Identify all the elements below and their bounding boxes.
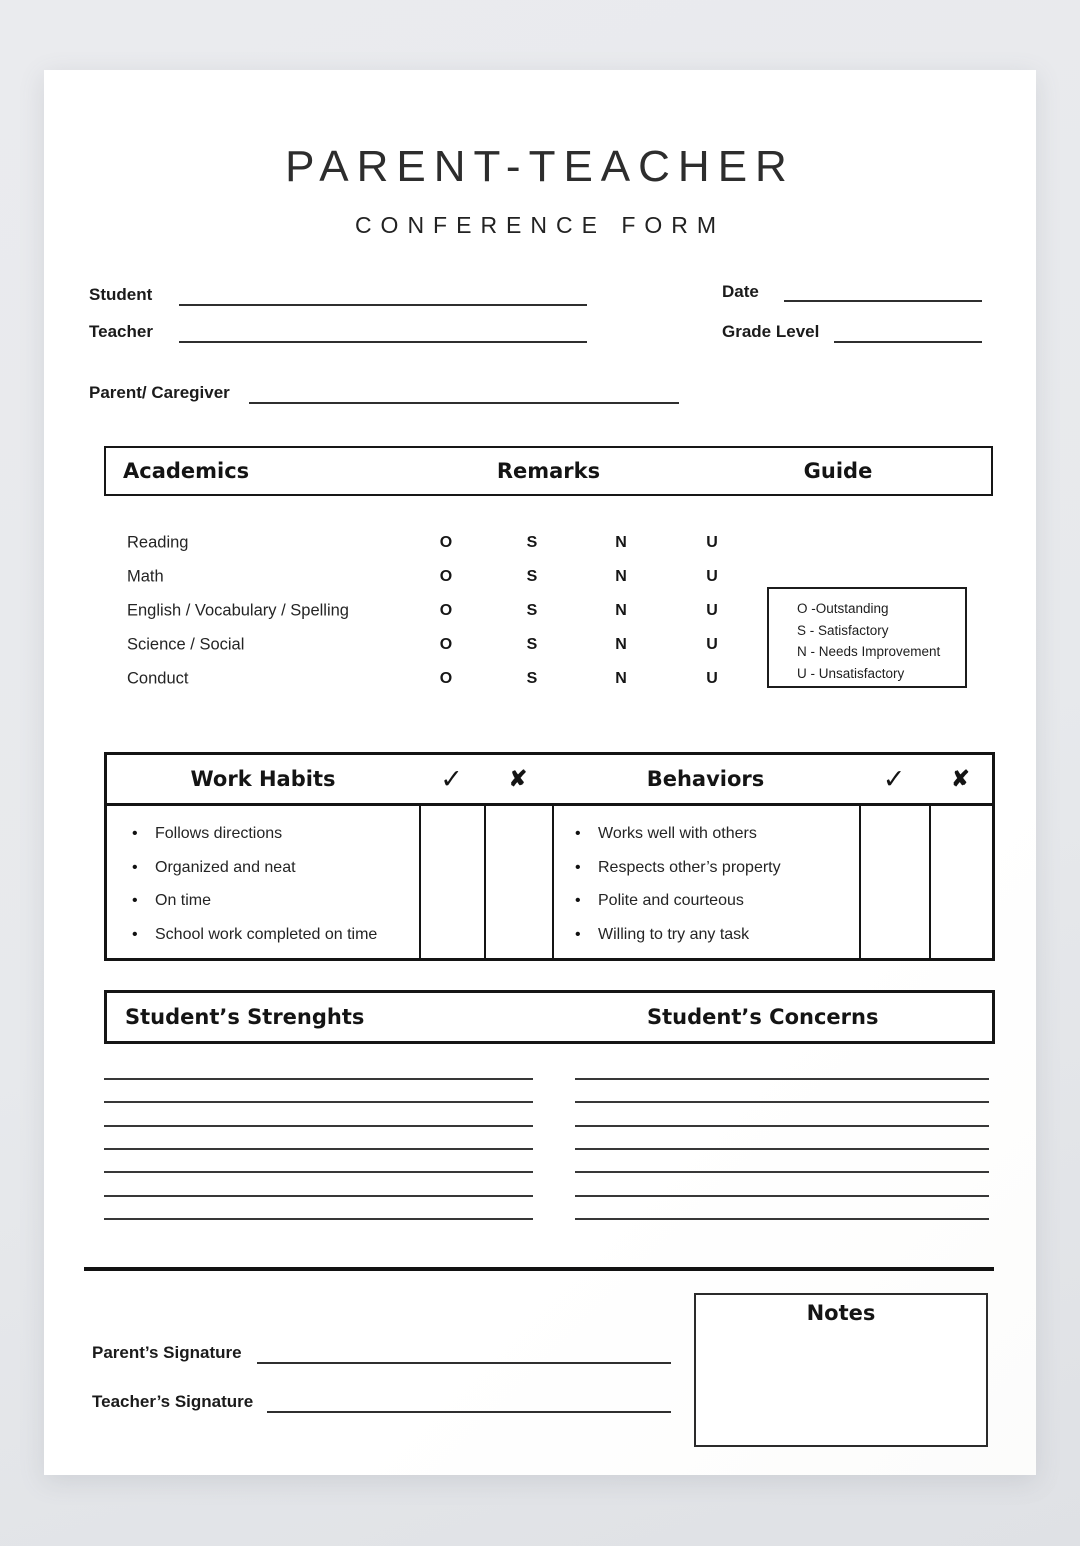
bullet-icon: • (575, 892, 581, 909)
student-label: Student (89, 285, 153, 304)
remark-option-N[interactable]: N (615, 636, 627, 653)
remark-option-U[interactable]: U (706, 636, 718, 653)
concerns-writing-line[interactable] (575, 1195, 989, 1197)
behavior-item (575, 817, 857, 851)
behavior-item (575, 884, 857, 918)
work-habit-item (132, 817, 417, 851)
remark-option-S[interactable]: S (526, 636, 538, 653)
subject-label: English / Vocabulary / Spelling (127, 601, 349, 620)
remarks-guide-box (767, 587, 967, 688)
work-habit-item (132, 918, 417, 952)
work-habits-title: Work Habits (190, 767, 336, 791)
work-habit-item-label: On time (155, 892, 212, 909)
check-icon: ✓ (882, 764, 906, 794)
strengths-writing-line[interactable] (104, 1125, 533, 1127)
bullet-icon: • (132, 925, 138, 943)
parent-caregiver-label: Parent/ Caregiver (89, 383, 230, 402)
teacher-label: Teacher (89, 322, 153, 341)
behavior-item (575, 918, 857, 952)
subject-label: Conduct (127, 669, 189, 688)
table-divider (552, 806, 554, 958)
remark-option-S[interactable]: S (526, 534, 538, 551)
guide-item: O -Outstanding (797, 601, 889, 616)
grade-level-input-line[interactable] (834, 341, 982, 343)
notes-title: Notes (806, 1301, 876, 1325)
conference-form-page (44, 70, 1036, 1475)
remark-option-N[interactable]: N (615, 568, 627, 585)
date-input-line[interactable] (784, 300, 982, 302)
behaviors-list (575, 817, 857, 951)
date-label: Date (722, 282, 759, 301)
parent-signature-label: Parent’s Signature (92, 1343, 242, 1362)
teacher-input-line[interactable] (179, 341, 587, 343)
check-icon: ✓ (440, 764, 463, 794)
student-strengths-title: Student’s Strenghts (125, 1005, 365, 1029)
student-input-line[interactable] (179, 304, 587, 306)
teacher-signature-line[interactable] (267, 1411, 671, 1413)
strengths-writing-line[interactable] (104, 1171, 533, 1173)
remark-option-S[interactable]: S (526, 670, 538, 687)
remark-option-U[interactable]: U (706, 534, 718, 551)
remarks-title: Remarks (496, 459, 601, 483)
form-title: PARENT-TEACHER (285, 142, 795, 191)
remark-option-U[interactable]: U (706, 568, 718, 585)
strengths-writing-line[interactable] (104, 1101, 533, 1103)
bullet-icon: • (575, 825, 581, 842)
grade-level-label: Grade Level (722, 322, 820, 341)
behavior-item-label: Polite and courteous (598, 892, 744, 909)
behavior-item-label: Works well with others (598, 825, 757, 842)
work-habit-item (132, 884, 417, 918)
strengths-writing-line[interactable] (104, 1078, 533, 1080)
student-concerns-title: Student’s Concerns (647, 1005, 879, 1029)
guide-item: N - Needs Improvement (797, 644, 941, 659)
remark-option-S[interactable]: S (526, 568, 538, 585)
strengths-concerns-header-box (104, 990, 995, 1044)
strengths-writing-line[interactable] (104, 1148, 533, 1150)
remark-option-O[interactable]: O (439, 636, 453, 653)
work-habit-item-label: Organized and neat (155, 858, 296, 876)
concerns-writing-line[interactable] (575, 1101, 989, 1103)
behaviors-title: Behaviors (646, 767, 765, 791)
bullet-icon: • (575, 858, 581, 876)
notes-box[interactable] (694, 1293, 988, 1447)
remark-option-O[interactable]: O (439, 602, 453, 619)
cross-icon: ✘ (951, 766, 970, 791)
subject-label: Reading (127, 533, 189, 552)
work-habit-item (132, 851, 417, 885)
behavior-item (575, 851, 857, 885)
concerns-writing-line[interactable] (575, 1078, 989, 1080)
work-habits-list (132, 817, 417, 951)
remark-option-O[interactable]: O (439, 568, 453, 585)
guide-title: Guide (803, 459, 873, 483)
bullet-icon: • (132, 892, 138, 909)
strengths-writing-line[interactable] (104, 1218, 533, 1220)
behavior-item-label: Willing to try any task (598, 925, 750, 943)
behaviors-check-column[interactable] (861, 806, 927, 958)
remark-option-U[interactable]: U (706, 602, 718, 619)
footer-divider (84, 1267, 994, 1271)
cross-icon: ✘ (508, 766, 528, 791)
behavior-item-label: Respects other’s property (598, 858, 781, 876)
guide-item: S - Satisfactory (797, 622, 889, 638)
academics-row (104, 526, 989, 560)
remark-option-U[interactable]: U (706, 670, 718, 687)
bullet-icon: • (132, 858, 138, 876)
subject-label: Math (127, 567, 164, 586)
work-habits-cross-column[interactable] (486, 806, 550, 958)
concerns-writing-line[interactable] (575, 1171, 989, 1173)
work-habits-check-column[interactable] (421, 806, 484, 958)
concerns-writing-line[interactable] (575, 1218, 989, 1220)
work-habit-item-label: Follows directions (155, 825, 283, 842)
bullet-icon: • (132, 825, 138, 842)
parent-signature-line[interactable] (257, 1362, 671, 1364)
remark-option-N[interactable]: N (615, 534, 627, 551)
academics-title: Academics (123, 459, 250, 483)
remark-option-N[interactable]: N (615, 670, 627, 687)
teacher-signature-label: Teacher’s Signature (92, 1392, 254, 1411)
remark-option-O[interactable]: O (439, 670, 453, 687)
remark-option-O[interactable]: O (439, 534, 453, 551)
habits-behaviors-table (104, 752, 995, 961)
parent-caregiver-input-line[interactable] (249, 402, 679, 404)
concerns-writing-line[interactable] (575, 1148, 989, 1150)
habits-behaviors-header (107, 755, 992, 806)
remark-option-S[interactable]: S (526, 602, 538, 619)
form-subtitle: CONFERENCE FORM (354, 212, 726, 238)
academics-header-box (104, 446, 993, 496)
work-habit-item-label: School work completed on time (155, 925, 378, 943)
concerns-writing-line[interactable] (575, 1125, 989, 1127)
behaviors-cross-column[interactable] (931, 806, 992, 958)
guide-item: U - Unsatisfactory (797, 665, 905, 681)
strengths-writing-line[interactable] (104, 1195, 533, 1197)
remark-option-N[interactable]: N (615, 602, 627, 619)
subject-label: Science / Social (127, 635, 245, 654)
bullet-icon: • (575, 925, 581, 943)
